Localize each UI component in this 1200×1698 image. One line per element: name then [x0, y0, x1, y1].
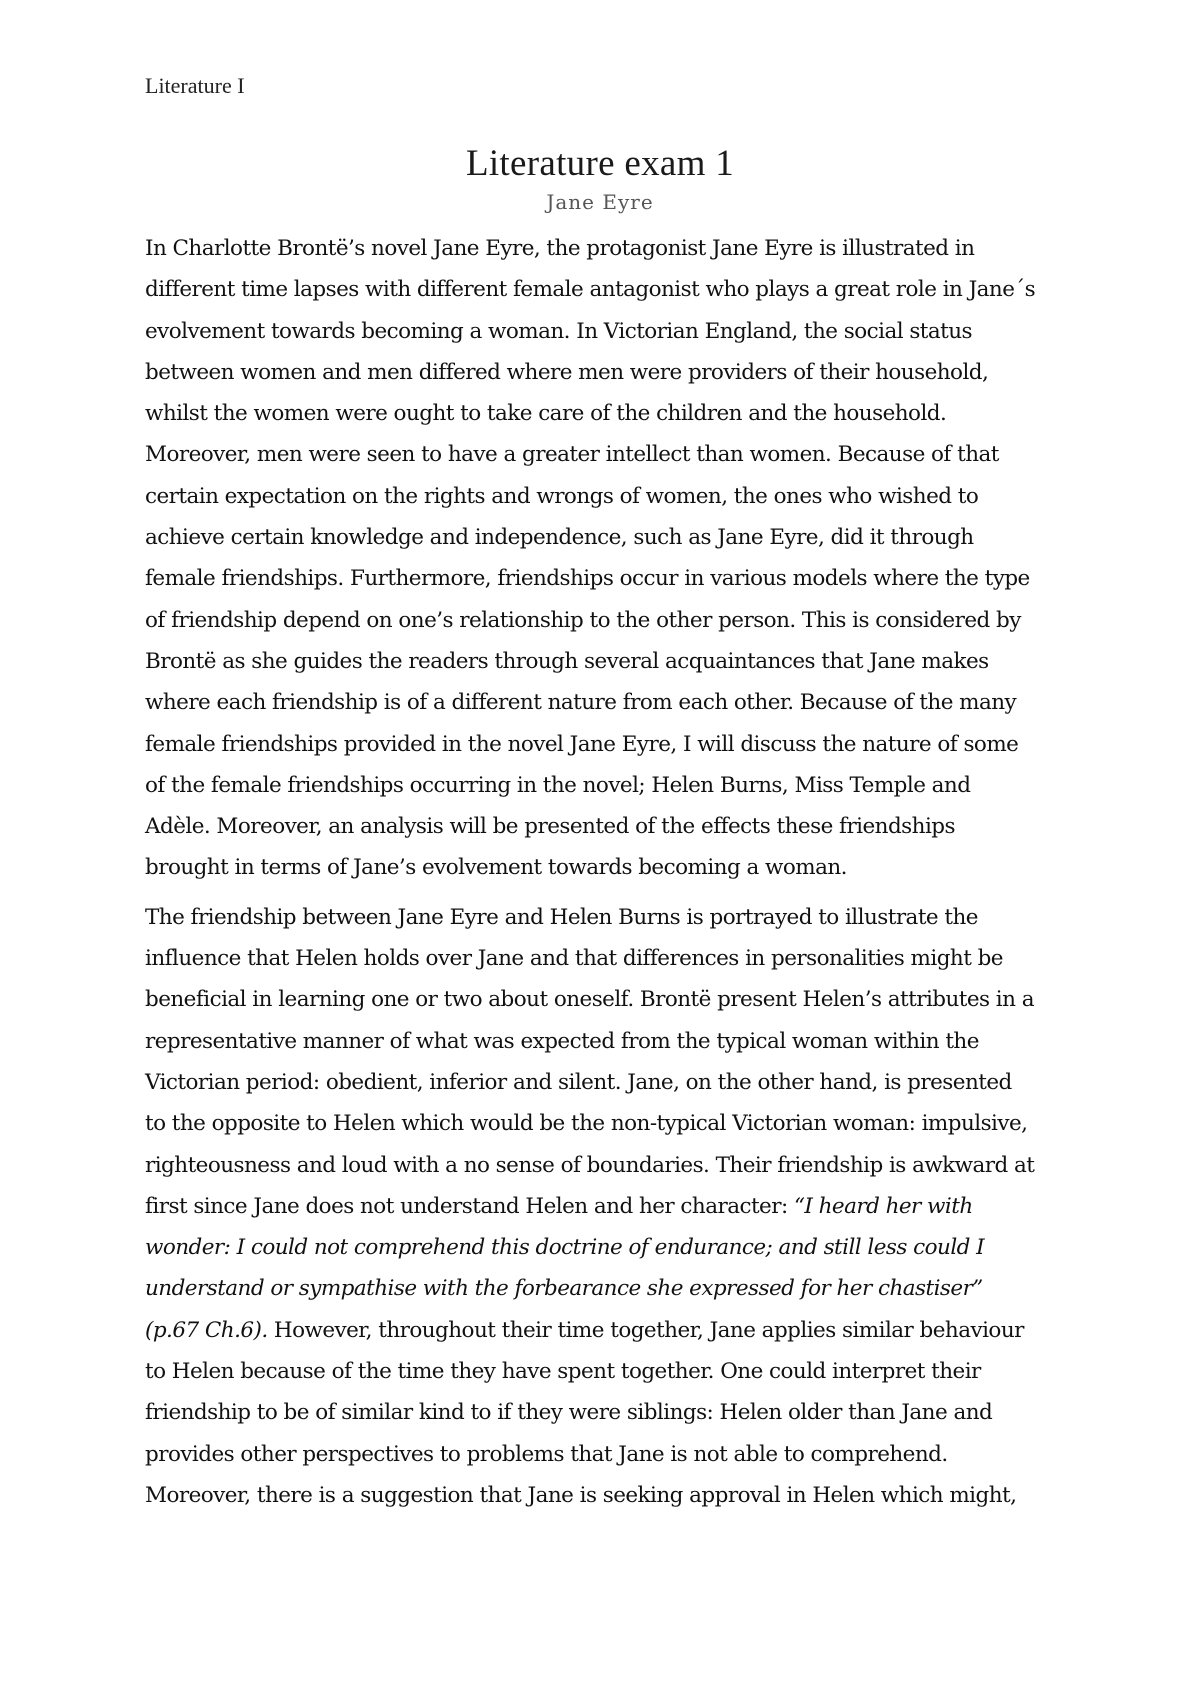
text-line: of friendship depend on one’s relationship to the other person. This is considered by — [145, 607, 1021, 633]
quote-text: understand or sympathise with the forbearance she expressed for her chastiser” — [145, 1276, 983, 1302]
text-line: evolvement towards becoming a woman. In Victorian England, the social status — [145, 318, 973, 344]
text-line: female friendships provided in the novel Jane Eyre, I will discuss the nature of some — [145, 731, 1019, 757]
text-line: Victorian period: obedient, inferior and silent. Jane, on the other hand, is presented — [145, 1069, 1012, 1095]
text-line: Moreover, men were seen to have a greater intellect than women. Because of that — [145, 442, 999, 468]
paragraph-introduction — [145, 228, 1085, 889]
text-line: certain expectation on the rights and wrongs of women, the ones who wished to — [145, 483, 979, 509]
text-line: provides other perspectives to problems that Jane is not able to comprehend. — [145, 1441, 948, 1467]
running-head: Literature I — [145, 73, 245, 98]
text-line: achieve certain knowledge and independence, such as Jane Eyre, did it through — [145, 525, 974, 551]
text-line-quote-start — [145, 1186, 1085, 1227]
text-line: Adèle. Moreover, an analysis will be presented of the effects these friendships — [145, 814, 955, 840]
text-line: to the opposite to Helen which would be the non-typical Victorian woman: impulsive, — [145, 1111, 1028, 1137]
text-line: influence that Helen holds over Jane and that differences in personalities might be — [145, 946, 1003, 972]
text-line: female friendships. Furthermore, friendships occur in various models where the type — [145, 566, 1030, 592]
citation-follow-text: However, throughout their time together, Jane applies similar behaviour — [267, 1317, 1024, 1343]
document-subtitle: Jane Eyre — [546, 190, 654, 214]
quote-text: “I heard her with — [793, 1193, 973, 1219]
text-line: beneficial in learning one or two about oneself. Brontë present Helen’s attributes in a — [145, 987, 1034, 1013]
text-line: where each friendship is of a different nature from each other. Because of the many — [145, 690, 1017, 716]
text-line: between women and men differed where men were providers of their household, — [145, 359, 989, 385]
paragraph-helen-burns — [145, 897, 1085, 1516]
text-line: whilst the women were ought to take care of the children and the household. — [145, 401, 947, 427]
text-line-citation — [145, 1310, 1085, 1351]
citation: (p.67 Ch.6). — [145, 1317, 268, 1343]
text-line-quote — [145, 1227, 1085, 1268]
text-line: In Charlotte Brontë’s novel Jane Eyre, the protagonist Jane Eyre is illustrated in — [145, 236, 975, 261]
text-line: representative manner of what was expected from the typical woman within the — [145, 1028, 979, 1054]
quote-lead-in: first since Jane does not understand Helen and her character: — [145, 1193, 794, 1219]
text-line: brought in terms of Jane’s evolvement towards becoming a woman. — [145, 855, 847, 881]
text-line: Brontë as she guides the readers through several acquaintances that Jane makes — [145, 648, 989, 674]
document-body — [145, 228, 1085, 1524]
text-line: to Helen because of the time they have spent together. One could interpret their — [145, 1359, 981, 1385]
text-line: The friendship between Jane Eyre and Helen Burns is portrayed to illustrate the — [145, 904, 978, 930]
text-line: of the female friendships occurring in the novel; Helen Burns, Miss Temple and — [145, 772, 971, 798]
text-line: different time lapses with different female antagonist who plays a great role in Jane´s — [145, 277, 1036, 303]
text-line-quote — [145, 1268, 1085, 1309]
text-line: Moreover, there is a suggestion that Jane is seeking approval in Helen which might, — [145, 1482, 1017, 1508]
text-line: righteousness and loud with a no sense of boundaries. Their friendship is awkward at — [145, 1152, 1035, 1178]
text-line: friendship to be of similar kind to if they were siblings: Helen older than Jane and — [145, 1400, 993, 1426]
quote-text: wonder: I could not comprehend this doctrine of endurance; and still less could I — [145, 1235, 985, 1261]
document-title: Literature exam 1 — [465, 143, 735, 184]
